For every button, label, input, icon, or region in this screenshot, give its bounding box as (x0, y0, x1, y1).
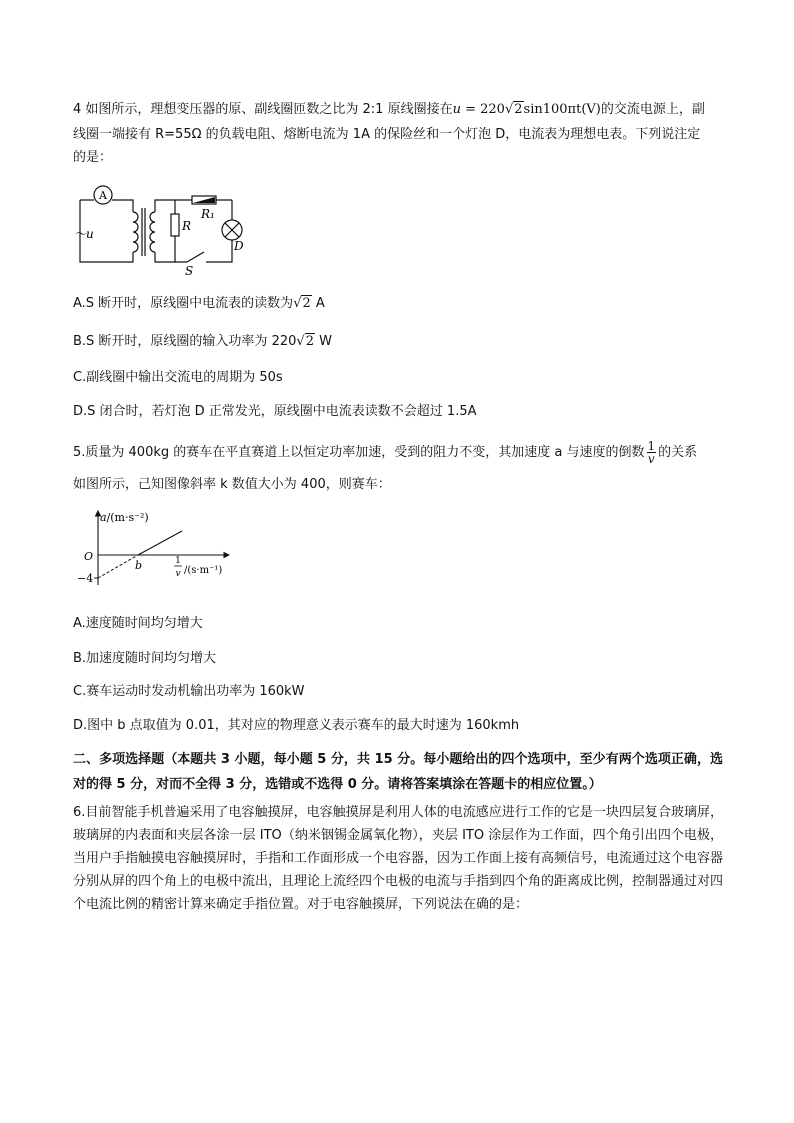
ammeter-label: A (99, 189, 107, 202)
q5-stem-line1: 5.质量为 400kg 的赛车在平直赛道上以恒定功率加速，受到的阻力不变，其加速度 a 与速度的倒数 $\frac{1}{v}$ 的关系 (73, 439, 698, 466)
q4-stem-line3: 的是： (73, 150, 113, 165)
graph-x-intercept: b (135, 559, 143, 572)
q5-stem-line2: 如图所示，己知图像斜率 k 数值大小为 400，则赛车： (73, 477, 391, 492)
switch-label: S (185, 264, 194, 278)
q4-stem-line1: 4 如图所示，理想变压器的原、副线圈匝数之比为 2:1 原线圈接在u = 220√2sin100πt(V)的交流电源上，副 (73, 102, 705, 117)
source-label: ～u (74, 227, 94, 241)
q4-option-b: B.S 断开时，原线圈的输入功率为 220√2 W (73, 334, 332, 349)
lamp-label: D (234, 239, 244, 253)
q4-stem-line2: 线圈一端接有 R=55Ω 的负载电阻、熔断电流为 1A 的保险丝和一个灯泡 D，电流表为理想电表。下列说注定 (73, 127, 701, 142)
graph-y-intercept: −4 (77, 572, 94, 585)
q5-option-d: D.图中 b 点取值为 0.01，其对应的物理意义表示赛车的最大时速为 160kmh (73, 718, 520, 733)
q4-option-c: C.副线圈中输出交流电的周期为 50s (73, 370, 283, 385)
graph-xlabel-num: 1 (175, 556, 181, 566)
section2-heading: 二、多项选择题（本题共 3 小题，每小题 5 分，共 15 分。每小题给出的四个选项中，至少有两个选项正确，选对的得 5 分，对而不全得 3 分，选错或不选得 0 分。请将答案填涂在答题卡的相应位置。） (73, 752, 723, 792)
resistor-label: R (182, 219, 192, 233)
graph-xlabel-den: v (175, 569, 181, 579)
graph-xlabel-unit: /(s·m⁻¹) (184, 565, 223, 576)
q4-option-a: A.S 断开时，原线圈中电流表的读数为√2 A (73, 296, 325, 311)
graph-origin: O (84, 550, 94, 563)
q5-option-a: A.速度随时间均匀增大 (73, 616, 203, 631)
q6-stem: 6.目前智能手机普遍采用了电容触摸屏，电容触摸屏是利用人体的电流感应进行工作的它是一块四层复合玻璃屏，玻璃屏的内表面和夹层各涂一层 ITO（纳米铟锡金属氧化物），夹层 ITO 涂层作为工作面，四个角引出四个电极，当用户手指触摸电容触摸屏时，手指和工作面形成一个电容器，因为工作面上接有高频信号，电流通过这个电容器分别从屏的四个角上的电极中流出，且理论上流经四个电极的电流与手指到四个角的距离成比例，控制器通过对四个电流比例的精密计算来确定手指位置。对于电容触摸屏，下列说法在确的是： (73, 805, 724, 912)
q4-option-d: D.S 闭合时，若灯泡 D 正常发光，原线圈中电流表读数不会超过 1.5A (73, 404, 477, 419)
q5-graph (74, 505, 244, 590)
q5-option-b: B.加速度随时间均匀增大 (73, 651, 217, 666)
q5-inverse-v-fraction: $\frac{1}{v}$ (647, 439, 656, 466)
fuse-label: R₁ (201, 207, 215, 221)
q4-circuit-diagram (70, 178, 260, 278)
q5-option-c: C.赛车运动时发动机输出功率为 160kW (73, 684, 305, 699)
graph-ylabel: a/(m·s⁻²) (100, 511, 149, 524)
